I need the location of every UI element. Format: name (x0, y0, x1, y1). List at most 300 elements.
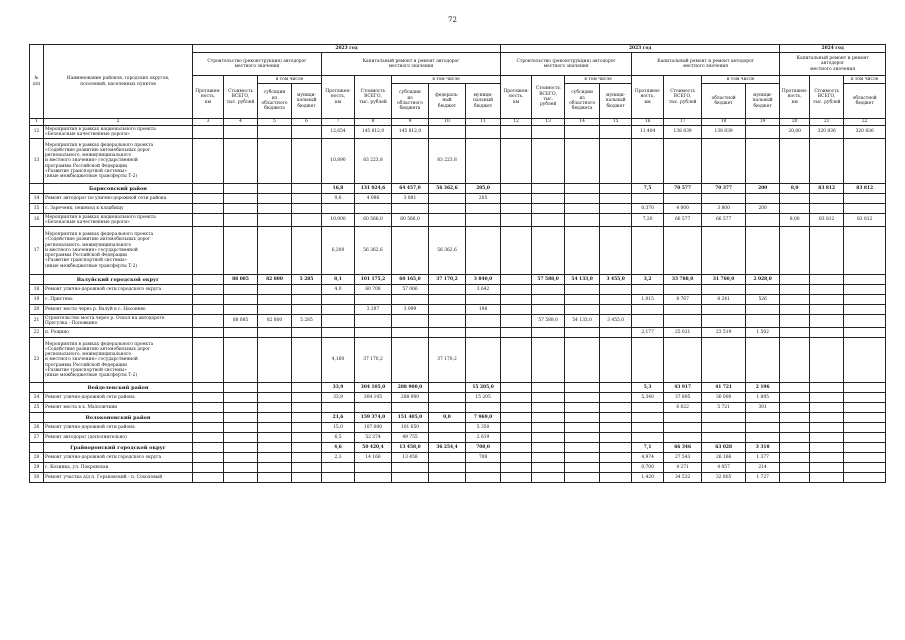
value-cell: 33,9 (322, 393, 355, 403)
value-cell: 6,200 (322, 227, 355, 275)
value-cell (844, 285, 886, 295)
value-cell: 56 362,6 (355, 227, 392, 275)
value-cell (532, 423, 565, 433)
value-cell (632, 305, 664, 315)
table-row (30, 194, 886, 204)
value-cell (532, 305, 565, 315)
value-cell: 37 170,2 (429, 338, 466, 383)
column-number: 7 (322, 119, 355, 126)
value-cell: 7 969,0 (466, 413, 501, 423)
value-cell: 60 566,0 (355, 214, 392, 227)
value-cell: 3 099 (392, 305, 429, 315)
value-cell (844, 338, 886, 383)
value-cell: 5 350 (466, 423, 501, 433)
value-cell (429, 403, 466, 413)
row-number: 16 (30, 214, 44, 227)
value-cell (844, 473, 886, 483)
value-cell: 200 (746, 184, 780, 194)
value-cell (565, 403, 600, 413)
value-cell (501, 383, 532, 393)
value-cell (600, 383, 632, 393)
column-number: 6 (292, 119, 322, 126)
row-number: 28 (30, 453, 44, 463)
value-cell (844, 453, 886, 463)
table-row (30, 463, 886, 473)
column-number: 19 (746, 119, 780, 126)
value-cell (429, 126, 466, 139)
value-cell: 88 085 (224, 315, 258, 328)
value-cell (780, 453, 810, 463)
value-cell (224, 393, 258, 403)
value-cell: 320 836 (810, 126, 844, 139)
value-cell (392, 403, 429, 413)
value-cell (810, 413, 844, 423)
value-cell: 3 642 (466, 285, 501, 295)
value-cell: 145 812,0 (355, 126, 392, 139)
value-cell: 43 917 (664, 383, 702, 393)
value-cell (664, 423, 702, 433)
table-row (30, 139, 886, 184)
table-row (30, 393, 886, 403)
value-cell (532, 443, 565, 453)
header-group-repair-3: Капитальный ремонт и ремонт автодорог местного значения (780, 53, 886, 76)
value-cell (292, 453, 322, 463)
value-cell (466, 227, 501, 275)
value-cell: 49 755 (392, 433, 429, 443)
header-federal: федераль- ный бюджет (429, 84, 466, 119)
value-cell (632, 194, 664, 204)
value-cell (466, 463, 501, 473)
row-name: Ремонт автодорог (дополнительно) (44, 433, 193, 443)
value-cell: 3 455,0 (600, 315, 632, 328)
value-cell (429, 393, 466, 403)
value-cell (532, 285, 565, 295)
value-cell (810, 305, 844, 315)
value-cell (193, 433, 224, 443)
value-cell: 145 812,0 (392, 126, 429, 139)
value-cell (810, 453, 844, 463)
value-cell (258, 413, 292, 423)
value-cell (501, 204, 532, 214)
value-cell: 3 840,0 (466, 275, 501, 285)
header-cost: Стоимость ВСЕГО, тыс. рублей (664, 76, 702, 119)
value-cell (746, 423, 780, 433)
value-cell (392, 463, 429, 473)
value-cell: 7,20 (632, 214, 664, 227)
value-cell (844, 275, 886, 285)
value-cell (224, 214, 258, 227)
value-cell: 57 066 (392, 285, 429, 295)
value-cell: 3 455,0 (600, 275, 632, 285)
value-cell: 8,0 (780, 184, 810, 194)
column-number: 3 (193, 119, 224, 126)
value-cell: 4,6 (322, 443, 355, 453)
header-regional: областной бюджет (844, 84, 886, 119)
value-cell: 15 205,0 (466, 383, 501, 393)
table-row (30, 305, 886, 315)
value-cell (292, 227, 322, 275)
value-cell (810, 403, 844, 413)
value-cell: 1 377 (746, 453, 780, 463)
district-name: Вейделевский район (44, 383, 193, 393)
header-group-repair-1: Капитальный ремонт и ремонт автодорог местного значения (322, 53, 501, 76)
value-cell (322, 305, 355, 315)
value-cell: 3 297 (355, 305, 392, 315)
value-cell (193, 305, 224, 315)
value-cell (258, 403, 292, 413)
value-cell (258, 214, 292, 227)
value-cell (810, 328, 844, 338)
value-cell (355, 403, 392, 413)
value-cell: 60 708 (355, 285, 392, 295)
value-cell (292, 338, 322, 383)
value-cell (392, 473, 429, 483)
header-incl: в том числе (844, 76, 886, 84)
value-cell (565, 126, 600, 139)
value-cell: 41 721 (702, 383, 746, 393)
value-cell (702, 423, 746, 433)
row-name: Ремонт улично-дорожной сети района (44, 423, 193, 433)
value-cell (501, 463, 532, 473)
value-cell (258, 204, 292, 214)
value-cell (565, 473, 600, 483)
value-cell (429, 433, 466, 443)
value-cell: 151 405,0 (392, 413, 429, 423)
value-cell: 37 895 (664, 393, 702, 403)
value-cell (780, 227, 810, 275)
value-cell (193, 413, 224, 423)
value-cell (501, 295, 532, 305)
value-cell (810, 443, 844, 453)
value-cell (501, 393, 532, 403)
value-cell (532, 473, 565, 483)
value-cell (292, 433, 322, 443)
value-cell (355, 463, 392, 473)
value-cell (780, 295, 810, 305)
page-number: 72 (448, 16, 457, 24)
value-cell (193, 473, 224, 483)
value-cell (466, 204, 501, 214)
value-cell: 56 362,6 (429, 227, 466, 275)
value-cell: 138 839 (702, 126, 746, 139)
value-cell (193, 295, 224, 305)
value-cell (193, 285, 224, 295)
row-name: Ремонт улично-дорожной сети городского округа (44, 285, 193, 295)
value-cell (532, 227, 565, 275)
value-cell (600, 393, 632, 403)
table-row (30, 338, 886, 383)
value-cell (746, 413, 780, 423)
value-cell (392, 227, 429, 275)
value-cell: 4 271 (664, 463, 702, 473)
value-cell (565, 393, 600, 403)
value-cell: 3 891 (392, 194, 429, 204)
value-cell (565, 338, 600, 383)
value-cell: 34 532 (664, 473, 702, 483)
value-cell: 52 374 (355, 433, 392, 443)
value-cell (292, 295, 322, 305)
value-cell (532, 295, 565, 305)
column-number: 15 (600, 119, 632, 126)
value-cell (565, 214, 600, 227)
value-cell (565, 383, 600, 393)
column-number: 21 (810, 119, 844, 126)
value-cell (565, 443, 600, 453)
header-municipal: муници- пальный бюджет (292, 84, 322, 119)
value-cell (258, 423, 292, 433)
value-cell: 107 000 (355, 423, 392, 433)
value-cell: 4,974 (632, 453, 664, 463)
value-cell (224, 338, 258, 383)
value-cell (429, 453, 466, 463)
value-cell (746, 126, 780, 139)
value-cell (501, 443, 532, 453)
value-cell (292, 184, 322, 194)
value-cell (501, 227, 532, 275)
value-cell: 3 318 (746, 443, 780, 453)
value-cell (429, 473, 466, 483)
value-cell (702, 413, 746, 423)
column-number: 17 (664, 119, 702, 126)
value-cell (780, 443, 810, 453)
value-cell: 0,700 (632, 463, 664, 473)
value-cell: 88 085 (224, 275, 258, 285)
value-cell (810, 433, 844, 443)
value-cell (844, 393, 886, 403)
header-municipal: муници- пальный бюджет (746, 84, 780, 119)
column-number: 2 (44, 119, 193, 126)
value-cell (292, 393, 322, 403)
value-cell (258, 295, 292, 305)
value-cell (292, 194, 322, 204)
value-cell (532, 184, 565, 194)
district-name: Валуйский городской округ (44, 275, 193, 285)
value-cell: 21,6 (322, 413, 355, 423)
value-cell: 10,890 (322, 139, 355, 184)
column-number: 9 (392, 119, 429, 126)
value-cell (292, 443, 322, 453)
header-incl: в том числе (392, 76, 501, 84)
value-cell: 200 (746, 204, 780, 214)
table-row (30, 403, 886, 413)
value-cell: 205,0 (466, 184, 501, 194)
value-cell (501, 315, 532, 328)
value-cell (258, 433, 292, 443)
value-cell: 83 223,8 (355, 139, 392, 184)
row-number: 17 (30, 227, 44, 275)
value-cell (532, 338, 565, 383)
value-cell (355, 473, 392, 483)
row-number: 12 (30, 126, 44, 139)
value-cell (501, 305, 532, 315)
value-cell (258, 393, 292, 403)
table-row (30, 453, 886, 463)
header-length: Протяжен- ность, км (193, 76, 224, 119)
value-cell (780, 315, 810, 328)
value-cell (355, 315, 392, 328)
value-cell (224, 463, 258, 473)
value-cell (392, 139, 429, 184)
column-number: 8 (355, 119, 392, 126)
value-cell (600, 184, 632, 194)
value-cell: 198 (466, 305, 501, 315)
header-cost: Стоимость ВСЕГО, тыс. рублей (224, 76, 258, 119)
value-cell: 4 096 (355, 194, 392, 204)
value-cell: 12,654 (322, 126, 355, 139)
value-cell (258, 443, 292, 453)
value-cell (292, 285, 322, 295)
value-cell (501, 338, 532, 383)
value-cell (322, 204, 355, 214)
header-length: Протяжен- ность, км (322, 76, 355, 119)
value-cell: 6,5 (322, 433, 355, 443)
table-row (30, 315, 886, 328)
value-cell (600, 433, 632, 443)
value-cell (780, 383, 810, 393)
row-name: Строительство моста через р. Оскол на автодороге Прогулка - Поповкино (44, 315, 193, 328)
value-cell (810, 383, 844, 393)
value-cell (664, 305, 702, 315)
value-cell: 54 133,0 (565, 315, 600, 328)
value-cell (258, 139, 292, 184)
value-cell (429, 423, 466, 433)
value-cell (429, 194, 466, 204)
value-cell: 20,00 (780, 126, 810, 139)
value-cell (224, 383, 258, 393)
value-cell (501, 126, 532, 139)
value-cell (844, 463, 886, 473)
value-cell: 15,0 (322, 423, 355, 433)
value-cell: 288 900 (392, 393, 429, 403)
value-cell (844, 194, 886, 204)
value-cell (844, 204, 886, 214)
value-cell (193, 463, 224, 473)
header-municipal: муници- пальный бюджет (600, 84, 632, 119)
value-cell (392, 328, 429, 338)
value-cell (292, 423, 322, 433)
value-cell (292, 383, 322, 393)
value-cell (258, 463, 292, 473)
value-cell (702, 227, 746, 275)
value-cell (664, 139, 702, 184)
value-cell (844, 305, 886, 315)
value-cell: 1 895 (746, 393, 780, 403)
row-number: 14 (30, 194, 44, 204)
value-cell (600, 126, 632, 139)
row-name: Мероприятия в рамках федерального проекта «Содействие развитию автомобильных дорог регионального, межмуниципального и местного значения» государственной программы Российской Федерации «Развитие транспортной системы» (иные межбюджетные трансферты Т-2) (44, 139, 193, 184)
value-cell (702, 338, 746, 383)
value-cell (702, 194, 746, 204)
value-cell (780, 328, 810, 338)
value-cell (292, 139, 322, 184)
value-cell: 0,0 (429, 413, 466, 423)
value-cell (664, 194, 702, 204)
value-cell (600, 295, 632, 305)
value-cell (810, 194, 844, 204)
header-incl: в том числе (258, 76, 322, 84)
value-cell (844, 423, 886, 433)
row-name: Ремонт участка а/д п. Горьковский - п. Сохоловый (44, 473, 193, 483)
value-cell: 304 105,0 (355, 383, 392, 393)
value-cell (501, 433, 532, 443)
value-cell (224, 184, 258, 194)
value-cell: 83 812 (844, 184, 886, 194)
value-cell (429, 328, 466, 338)
value-cell (632, 139, 664, 184)
header-year-block-3: 2024 год (780, 45, 886, 53)
value-cell (702, 139, 746, 184)
value-cell (258, 338, 292, 383)
value-cell: 8,00 (780, 214, 810, 227)
value-cell (532, 139, 565, 184)
row-number: 18 (30, 285, 44, 295)
value-cell (193, 328, 224, 338)
value-cell (632, 285, 664, 295)
value-cell (844, 413, 886, 423)
row-name: Мероприятия в рамках национального проекта «Безопасные качественные дороги» (44, 214, 193, 227)
value-cell (501, 214, 532, 227)
value-cell (224, 413, 258, 423)
value-cell (810, 473, 844, 483)
value-cell (565, 433, 600, 443)
value-cell (810, 227, 844, 275)
value-cell (466, 473, 501, 483)
row-name: Ремонт автодорог по улично-дорожной сети района (44, 194, 193, 204)
row-number (30, 443, 44, 453)
header-length: Протяжен- ность, км (501, 76, 532, 119)
value-cell: 63 028 (702, 443, 746, 453)
value-cell: 8,1 (322, 275, 355, 285)
value-cell (532, 328, 565, 338)
value-cell: 1,420 (632, 473, 664, 483)
value-cell: 205 (466, 194, 501, 204)
district-subtotal-row (30, 413, 886, 423)
value-cell (224, 194, 258, 204)
value-cell (780, 338, 810, 383)
value-cell (632, 413, 664, 423)
header-col-num: № п/п (30, 45, 44, 119)
value-cell: 1 727 (746, 473, 780, 483)
column-number: 5 (258, 119, 292, 126)
value-cell (810, 204, 844, 214)
value-cell (600, 423, 632, 433)
value-cell (501, 413, 532, 423)
header-subsidy: субсидии из областного бюджета (565, 84, 600, 119)
value-cell (466, 403, 501, 413)
header-year-block-1: 2023 год (193, 45, 501, 53)
value-cell (600, 463, 632, 473)
district-subtotal-row (30, 443, 886, 453)
value-cell: 4 000 (664, 204, 702, 214)
value-cell: 15 205 (466, 393, 501, 403)
value-cell (746, 194, 780, 204)
value-cell: 4,160 (322, 338, 355, 383)
row-name: Ремонт моста через р. Валуй в с. Насонево (44, 305, 193, 315)
row-name: с. Пристень (44, 295, 193, 305)
value-cell (355, 204, 392, 214)
district-subtotal-row (30, 184, 886, 194)
value-cell (258, 383, 292, 393)
header-length: Протяжен- ность, км (632, 76, 664, 119)
column-number: 11 (466, 119, 501, 126)
value-cell: 1 502 (746, 328, 780, 338)
value-cell (501, 285, 532, 295)
value-cell (565, 227, 600, 275)
value-cell: 2 028,0 (746, 275, 780, 285)
value-cell: 7,1 (632, 443, 664, 453)
column-number: 16 (632, 119, 664, 126)
value-cell (193, 227, 224, 275)
